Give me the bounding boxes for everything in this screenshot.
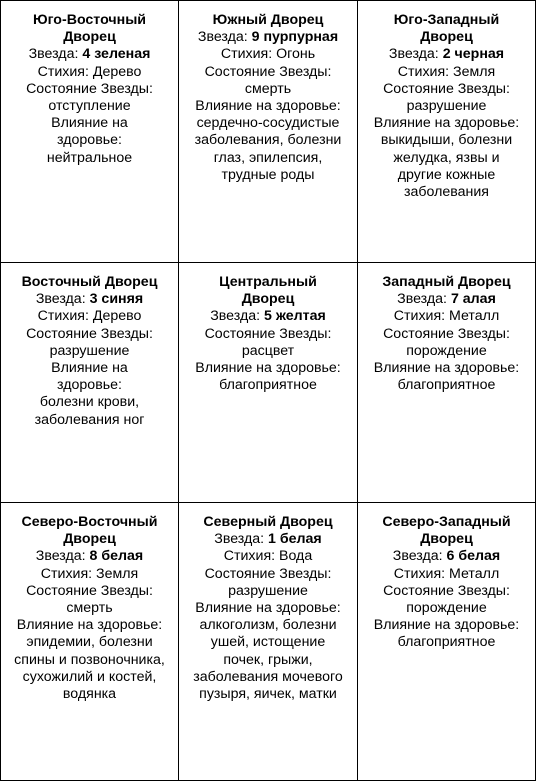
element-line: Стихия: Вода: [223, 548, 313, 565]
health-value: благоприятное: [397, 634, 496, 651]
element-line: Стихия: Дерево: [37, 63, 142, 80]
star-value: 4 зеленая: [82, 46, 151, 63]
health-label: Влияние на здоровье:: [373, 617, 520, 634]
state-value: смерть: [66, 600, 113, 617]
health-label: Влияние на здоровье:: [51, 360, 128, 394]
health-label: Влияние на здоровье:: [373, 115, 520, 132]
health-value: выкидыши, болезни желудка, язвы и другие кожные заболевания: [380, 132, 513, 201]
star-line: [366, 291, 527, 308]
palace-title: Южный Дворец: [212, 12, 324, 28]
star-line: [5, 548, 174, 565]
health-label: Влияние на здоровье:: [373, 360, 520, 377]
palace-cell-south: [179, 1, 358, 263]
star-value: 7 алая: [450, 291, 496, 308]
state-label: Состояние Звезды:: [204, 565, 332, 582]
state-value: отступление: [48, 98, 131, 115]
health-value: болезни крови, заболевания ног: [34, 394, 145, 428]
star-value: 5 желтая: [264, 308, 326, 325]
star-value: 2 черная: [442, 46, 505, 63]
star-line: [366, 46, 527, 63]
star-label: Звезда:: [392, 548, 447, 565]
star-label: Звезда:: [35, 548, 90, 565]
health-label: Влияние на здоровье:: [195, 360, 341, 377]
health-value: нейтральное: [46, 149, 133, 166]
star-label: Звезда:: [214, 531, 269, 548]
star-line: [187, 308, 349, 325]
palace-title: Центральный Дворец: [219, 274, 317, 308]
state-label: Состояние Звезды:: [383, 80, 510, 97]
state-label: Состояние Звезды:: [383, 325, 510, 342]
palace-cell-north: [179, 503, 358, 780]
state-value: порождение: [406, 342, 487, 359]
star-value: 8 белая: [89, 548, 144, 565]
palace-cell-southwest: [358, 1, 535, 263]
state-label: Состояние Звезды:: [204, 63, 332, 80]
palace-title: Западный Дворец: [382, 274, 511, 290]
health-value: эпидемии, болезни спины и позвоночника, сухожилий и костей, водянка: [14, 634, 165, 703]
element-line: Стихия: Земля: [397, 63, 496, 80]
star-label: Звезда:: [397, 291, 451, 308]
state-label: Состояние Звезды:: [26, 582, 153, 599]
state-label: Состояние Звезды:: [383, 582, 510, 599]
element-line: Стихия: Земля: [40, 565, 139, 582]
element-line: Стихия: Дерево: [37, 308, 142, 325]
state-label: Состояние Звезды:: [26, 80, 153, 97]
state-value: разрушение: [49, 342, 130, 359]
health-value: благоприятное: [397, 377, 496, 394]
palace-cell-west: [358, 263, 535, 503]
star-label: Звезда:: [210, 308, 265, 325]
star-value: 1 белая: [268, 531, 322, 548]
palace-cell-northwest: [358, 503, 535, 780]
star-value: 3 синяя: [89, 291, 144, 308]
palace-cell-east: [1, 263, 179, 503]
health-label: Влияние на здоровье:: [16, 617, 163, 634]
star-value: 6 белая: [446, 548, 501, 565]
health-label: Влияние на здоровье:: [195, 98, 341, 115]
element-line: Стихия: Металл: [393, 565, 500, 582]
palace-cell-southeast: [1, 1, 179, 263]
state-value: смерть: [244, 80, 292, 97]
health-value: сердечно-сосудистые заболевания, болезни глаз, эпилепсия, трудные роды: [194, 115, 342, 183]
palace-title: Юго-Западный Дворец: [393, 12, 500, 46]
star-label: Звезда:: [388, 46, 443, 63]
state-label: Состояние Звезды:: [204, 325, 332, 342]
star-value: 9 пурпурная: [251, 29, 339, 46]
health-value: благоприятное: [219, 377, 317, 394]
palace-title: Северо-Восточный Дворец: [21, 514, 158, 548]
palace-cell-northeast: [1, 503, 179, 780]
state-value: разрушение: [228, 582, 308, 599]
health-value: алкоголизм, болезни ушей, истощение почек, грыжи, заболевания мочевого пузыря, яичек, матки: [193, 617, 343, 703]
palace-title: Восточный Дворец: [21, 274, 158, 290]
element-line: Стихия: Металл: [393, 308, 500, 325]
element-line: Стихия: Огонь: [220, 46, 316, 63]
palace-cell-center: [179, 263, 358, 503]
health-label: Влияние на здоровье:: [195, 600, 341, 617]
star-label: Звезда:: [35, 291, 90, 308]
star-line: [187, 29, 349, 46]
state-value: расцвет: [241, 342, 295, 359]
palace-title: Юго-Восточный Дворец: [32, 12, 147, 46]
state-value: порождение: [406, 600, 487, 617]
state-value: разрушение: [406, 98, 487, 115]
palace-title: Северный Дворец: [203, 514, 333, 530]
state-label: Состояние Звезды:: [26, 325, 153, 342]
star-line: [7, 46, 172, 63]
star-line: [7, 291, 172, 308]
health-label: Влияние на здоровье:: [51, 115, 128, 149]
star-line: [187, 531, 349, 548]
star-line: [366, 548, 527, 565]
palace-title: Северо-Западный Дворец: [382, 514, 511, 548]
star-label: Звезда:: [197, 29, 252, 46]
star-label: Звезда:: [28, 46, 83, 63]
